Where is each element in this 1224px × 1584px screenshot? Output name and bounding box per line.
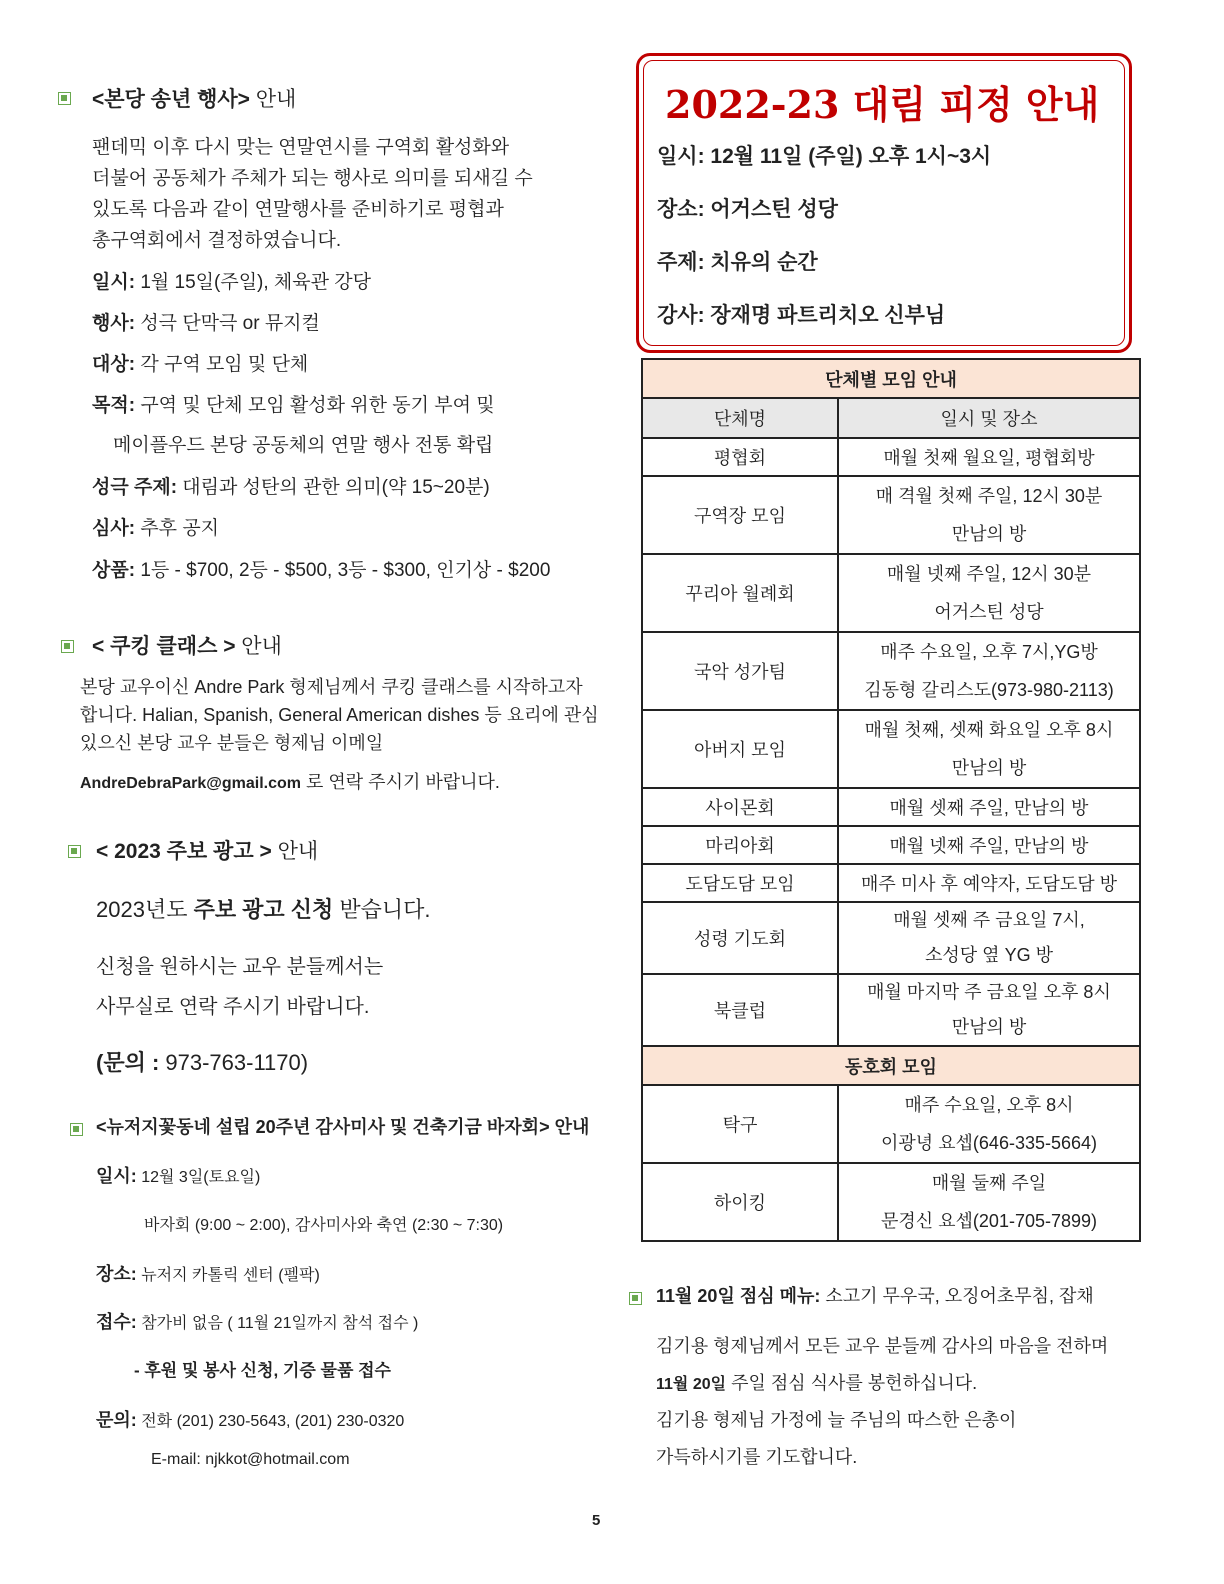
year-end-intro: 팬데믹 이후 다시 맞는 연말연시를 구역회 활성화와 더불어 공동체가 주체가 되는 행사로 의미를 되새길 수 있도록 다음과 같이 연말행사를 준비하기로 평협과 총구역회에서 결정하였습니다. — [92, 137, 533, 251]
cooking-email: AndreDebraPark@gmail.com — [80, 775, 302, 792]
table-row — [642, 476, 1140, 554]
cooking-heading: < 쿠킹 클래스 > 안내 — [92, 635, 282, 658]
table-row — [642, 1085, 1140, 1163]
year-end-date: 일시: 1월 15일(주일), 체육관 강당 — [92, 272, 371, 293]
advent-place: 장소: 어거스틴 성당 — [657, 198, 838, 221]
year-end-purpose-cont: 메이플우드 본당 공동체의 연말 행사 전통 확립 — [113, 435, 494, 456]
table-row — [642, 632, 1140, 710]
group-name: 구역장 모임 — [642, 476, 838, 554]
table-row — [642, 554, 1140, 632]
table-row — [642, 710, 1140, 788]
year-end-purpose: 목적: 구역 및 단체 모임 활성화 위한 동기 부여 및 — [92, 395, 495, 416]
cooking-email-line: AndreDebraPark@gmail.com 로 연락 주시기 바랍니다. — [80, 772, 500, 792]
bazaar-heading: <뉴저지꽃동네 설립 20주년 감사미사 및 건축기금 바자회> 안내 — [96, 1117, 590, 1137]
column-header-schedule: 일시 및 장소 — [838, 398, 1140, 438]
group-name: 평협회 — [642, 438, 838, 476]
group-name: 국악 성가팀 — [642, 632, 838, 710]
group-name: 아버지 모임 — [642, 710, 838, 788]
ad-heading: < 2023 주보 광고 > 안내 — [96, 840, 319, 863]
group-info: 매주 미사 후 예약자, 도담도담 방 — [838, 864, 1140, 902]
advent-date: 일시: 12월 11일 (주일) 오후 1시~3시 — [657, 145, 992, 168]
bazaar-inquiry: 문의: 전화 (201) 230-5643, (201) 230-0320 — [96, 1410, 405, 1430]
bazaar-schedule: 바자회 (9:00 ~ 2:00), 감사미사와 축연 (2:30 ~ 7:30) — [144, 1217, 504, 1234]
ad-line3: 사무실로 연락 주시기 바랍니다. — [96, 996, 370, 1018]
bazaar-email: E-mail: njkkot@hotmail.com — [151, 1451, 350, 1468]
bullet-icon — [70, 1123, 83, 1136]
bullet-icon — [58, 92, 71, 105]
bazaar-sponsor: - 후원 및 봉사 신청, 기증 물품 접수 — [134, 1361, 391, 1380]
group-name: 북클럽 — [642, 974, 838, 1046]
year-end-event: 행사: 성극 단막극 or 뮤지컬 — [92, 313, 320, 334]
club-name: 하이킹 — [642, 1163, 838, 1241]
year-end-prizes: 상품: 1등 - $700, 2등 - $500, 3등 - $300, 인기상 - $200 — [92, 560, 551, 581]
bazaar-registration: 접수: 참가비 없음 ( 11월 21일까지 참석 접수 ) — [96, 1312, 419, 1332]
group-info: 매월 첫째, 셋째 화요일 오후 8시 만남의 방 — [838, 710, 1140, 788]
ad-contact: (문의 : 973-763-1170) — [96, 1050, 309, 1075]
table-row — [642, 438, 1140, 476]
group-info: 매월 넷째 주일, 만남의 방 — [838, 826, 1140, 864]
advent-speaker: 강사: 장재명 파트리치오 신부님 — [657, 304, 946, 327]
year-end-target: 대상: 각 구역 모임 및 단체 — [92, 354, 309, 375]
bullet-icon — [629, 1292, 642, 1305]
year-end-judging: 심사: 추후 공지 — [92, 518, 220, 539]
year-end-theme: 성극 주제: 대림과 성탄의 관한 의미(약 15~20분) — [92, 477, 490, 498]
table-section-title: 단체별 모임 안내 — [642, 359, 1140, 398]
group-info: 매월 마지막 주 금요일 오후 8시 만남의 방 — [838, 974, 1140, 1046]
group-info: 매월 첫째 월요일, 평협회방 — [838, 438, 1140, 476]
bullet-icon — [61, 640, 74, 653]
lunch-line3: 김기용 형제님 가정에 늘 주님의 따스한 은총이 — [656, 1410, 1017, 1430]
bazaar-place: 장소: 뉴저지 카톨릭 센터 (펠팍) — [96, 1264, 320, 1284]
table-row — [642, 974, 1140, 1046]
table-row — [642, 788, 1140, 826]
group-name: 마리아회 — [642, 826, 838, 864]
year-end-heading: <본당 송년 행사> 안내 — [92, 88, 297, 111]
group-meeting-table — [641, 358, 1141, 1242]
table-row — [642, 826, 1140, 864]
table-row — [642, 1163, 1140, 1241]
cooking-text: 본당 교우이신 Andre Park 형제님께서 쿠킹 클래스를 시작하고자 합니다. Halian, Spanish, General American dishes 등 요리에 관심 있으신 본당 교우 분들은 형제님 이메일 — [80, 677, 599, 753]
advent-retreat-box — [636, 53, 1132, 353]
table-row — [642, 864, 1140, 902]
advent-theme: 주제: 치유의 순간 — [657, 251, 818, 274]
group-name: 도담도담 모임 — [642, 864, 838, 902]
lunch-line4: 가득하시기를 기도합니다. — [656, 1447, 858, 1467]
ad-line2: 신청을 원하시는 교우 분들께서는 — [96, 956, 384, 978]
table-row — [642, 902, 1140, 974]
bazaar-date: 일시: 12월 3일(토요일) — [96, 1166, 261, 1186]
lunch-heading: 11월 20일 점심 메뉴: 소고기 무우국, 오징어초무침, 잡채 — [656, 1286, 1094, 1306]
page-number: 5 — [592, 1512, 601, 1529]
group-info: 매월 셋째 주일, 만남의 방 — [838, 788, 1140, 826]
lunch-line2: 11월 20일 주일 점심 식사를 봉헌하십니다. — [656, 1373, 978, 1393]
lunch-line1: 김기용 형제님께서 모든 교우 분들께 감사의 마음을 전하며 — [656, 1336, 1109, 1356]
group-info: 매주 수요일, 오후 7시,YG방 김동형 갈리스도(973-980-2113) — [838, 632, 1140, 710]
club-info: 매월 둘째 주일 문경신 요셉(201-705-7899) — [838, 1163, 1140, 1241]
group-name: 꾸리아 월례회 — [642, 554, 838, 632]
group-info: 매 격월 첫째 주일, 12시 30분 만남의 방 — [838, 476, 1140, 554]
club-name: 탁구 — [642, 1085, 838, 1163]
group-name: 사이몬회 — [642, 788, 838, 826]
group-info: 매월 셋째 주 금요일 7시, 소성당 옆 YG 방 — [838, 902, 1140, 974]
column-header-name: 단체명 — [642, 398, 838, 438]
group-info: 매월 넷째 주일, 12시 30분 어거스틴 성당 — [838, 554, 1140, 632]
ad-line1: 2023년도 주보 광고 신청 받습니다. — [96, 897, 431, 922]
bullet-icon — [68, 845, 81, 858]
advent-title: 2022-23 대림 피정 안내 — [665, 82, 1100, 127]
table-section-title: 동호회 모임 — [642, 1046, 1140, 1085]
club-info: 매주 수요일, 오후 8시 이광녕 요셉(646-335-5664) — [838, 1085, 1140, 1163]
group-name: 성령 기도회 — [642, 902, 838, 974]
